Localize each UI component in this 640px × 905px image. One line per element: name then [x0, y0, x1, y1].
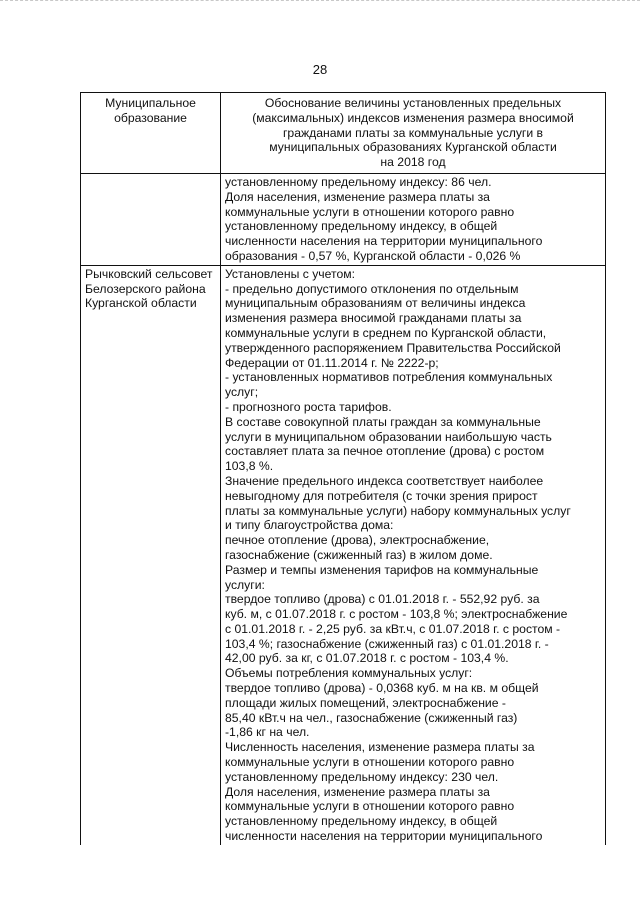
justification-cell — [221, 265, 606, 845]
header-line: Обоснование величины установленных предельных — [264, 96, 562, 110]
text-line: 103,8 %. — [225, 459, 274, 474]
text-line: Размер и темпы изменения тарифов на коммунальные — [225, 562, 539, 577]
text-line: - прогнозного роста тарифов. — [225, 399, 392, 414]
text-line: - предельно допустимого отклонения по отдельным — [225, 281, 519, 296]
municipality-cell-empty — [81, 173, 221, 265]
text-line: муниципальным образованиям от величины индекса — [225, 296, 526, 311]
table-header-row — [81, 93, 606, 174]
text-line: с 01.01.2018 г. - 2,25 руб. за кВт.ч, с 01.07.2018 г. с ростом - — [225, 621, 561, 636]
text-line: Объемы потребления коммунальных услуг: — [225, 666, 473, 681]
header-municipality — [81, 93, 221, 174]
scan-edge-line — [0, 0, 640, 2]
municipality-line: Курганской области — [85, 296, 197, 311]
text-line: платы за коммунальные услуги) набору коммунальных услуг — [225, 503, 571, 518]
municipality-line: Рычковский сельсовет — [85, 266, 213, 281]
text-line: площади жилых помещений, электроснабжение - — [225, 695, 506, 710]
text-line: Значение предельного индекса соответствует наиболее — [225, 473, 544, 488]
text-line: услуг; — [225, 385, 259, 400]
municipality-line: Белозерского района — [85, 281, 206, 296]
justification-table — [80, 92, 606, 845]
text-line: изменения размера вносимой гражданами платы за — [225, 311, 522, 326]
text-line: Доля населения, изменение размера платы за — [225, 784, 490, 799]
header-line: образование — [114, 110, 187, 125]
text-line: Установлены с учетом: — [225, 266, 355, 281]
municipality-cell — [81, 265, 221, 845]
header-line: гражданами платы за коммунальные услуги в — [282, 125, 544, 140]
text-line: утвержденного распоряжением Правительства Российской — [225, 340, 561, 355]
text-line: Федерации от 01.11.2014 г. № 2222-р; — [225, 355, 439, 370]
text-line: куб. м, с 01.07.2018 г. с ростом - 103,8 %; электроснабжение — [225, 607, 568, 622]
page-number: 28 — [312, 62, 328, 77]
text-line: образования - 0,57 %, Курганской области - 0,026 % — [225, 248, 521, 263]
header-line: Муниципальное — [105, 96, 196, 110]
text-line: численности населения на территории муниципального — [225, 234, 543, 249]
text-line: установленному предельному индексу: 230 чел. — [225, 769, 499, 784]
text-line: Численность населения, изменение размера платы за — [225, 740, 535, 755]
text-line: твердое топливо (дрова) с 01.01.2018 г. - 552,92 руб. за — [225, 592, 540, 607]
text-line: коммунальные услуги в отношении которого равно — [225, 204, 515, 219]
text-line: коммунальные услуги в отношении которого равно — [225, 799, 515, 814]
text-line: коммунальные услуги в отношении которого равно — [225, 755, 515, 770]
text-line: установленному предельному индексу, в общей — [225, 219, 498, 234]
text-line: твердое топливо (дрова) - 0,0368 куб. м на кв. м общей — [225, 681, 539, 696]
header-line: на 2018 год — [380, 155, 446, 170]
text-line: установленному предельному индексу, в общей — [225, 814, 498, 829]
text-line: коммунальные услуги в среднем по Курганской области, — [225, 325, 547, 340]
text-line: Доля населения, изменение размера платы за — [225, 189, 490, 204]
text-line: -1,86 кг на чел. — [225, 725, 310, 740]
text-line: услуги в муниципальном образовании наибольшую часть — [225, 429, 552, 444]
text-line: составляет плата за печное отопление (дрова) с ростом — [225, 444, 545, 459]
text-line: 103,4 %; газоснабжение (сжиженный газ) с 01.01.2018 г. - — [225, 636, 549, 651]
text-line: В составе совокупной платы граждан за коммунальные — [225, 414, 541, 429]
header-line: (максимальных) индексов изменения размера вносимой — [252, 110, 574, 125]
table-row-rychkovsky — [81, 265, 606, 845]
text-line: численности населения на территории муниципального — [225, 829, 543, 844]
text-line: услуги: — [225, 577, 265, 592]
text-line: 85,40 кВт.ч на чел., газоснабжение (сжиженный газ) — [225, 710, 518, 725]
table-row-continuation — [81, 173, 606, 265]
header-justification — [221, 93, 606, 174]
justification-cell — [221, 173, 606, 265]
header-line: муниципальных образованиях Курганской области — [269, 140, 557, 155]
text-line: установленному предельному индексу: 86 чел. — [225, 174, 492, 189]
text-line: - установленных нормативов потребления коммунальных — [225, 370, 553, 385]
text-line: 42,00 руб. за кг, с 01.07.2018 г. с ростом - 103,4 %. — [225, 651, 509, 666]
text-line: печное отопление (дрова), электроснабжение, — [225, 533, 490, 548]
text-line: невыгодному для потребителя (с точки зрения прирост — [225, 488, 538, 503]
text-line: и типу благоустройства дома: — [225, 518, 394, 533]
text-line: газоснабжение (сжиженный газ) в жилом доме. — [225, 547, 493, 562]
